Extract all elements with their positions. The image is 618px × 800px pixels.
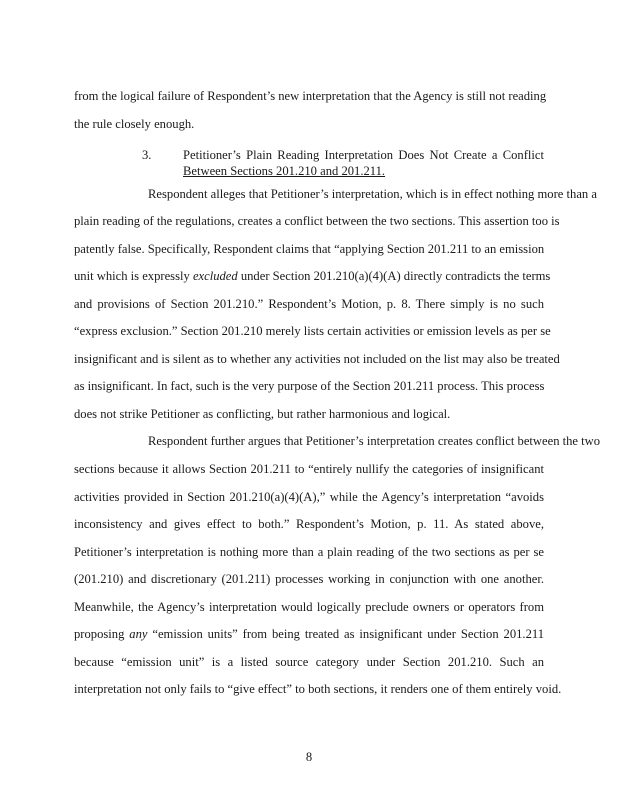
text-line: insignificant and is silent as to whether any activities not included on the list may also be treated (74, 352, 560, 366)
heading-line: Petitioner’s Plain Reading Interpretation Does Not Create a Conflict (183, 148, 544, 162)
text-line: sections because it allows Section 201.211 to “entirely nullify the categories of insignificant (74, 462, 544, 476)
text-line: and provisions of Section 201.210.” Respondent’s Motion, p. 8. There simply is no such (74, 297, 544, 311)
text-line: does not strike Petitioner as conflicting, but rather harmonious and logical. (74, 407, 451, 421)
text-line: Petitioner’s interpretation is nothing more than a plain reading of the two sections as per se (74, 545, 544, 559)
text-run: unit which is expressly (74, 269, 193, 283)
text-line: Respondent alleges that Petitioner’s interpretation, which is in effect nothing more than a (148, 187, 597, 201)
heading-number: 3. (142, 148, 152, 162)
text-line: patently false. Specifically, Respondent claims that “applying Section 201.211 to an emission (74, 242, 545, 256)
text-line: because “emission unit” is a listed source category under Section 201.210. Such an (74, 655, 544, 669)
text-line: the rule closely enough. (74, 117, 195, 131)
heading-line-text: Between Sections 201.210 and 201.211. (183, 164, 386, 178)
text-line: plain reading of the regulations, creates a conflict between the two sections. This assertion too is (74, 214, 560, 228)
emphasis-text: excluded (192, 269, 238, 283)
text-line: Meanwhile, the Agency’s interpretation would logically preclude owners or operators from (74, 600, 544, 614)
text-line: “express exclusion.” Section 201.210 merely lists certain activities or emission levels as per se (74, 324, 551, 338)
text-line: from the logical failure of Respondent’s new interpretation that the Agency is still not reading (74, 89, 547, 103)
heading-line-underlined (183, 163, 544, 179)
text-line: Respondent further argues that Petitioner’s interpretation creates conflict between the two (148, 434, 601, 448)
text-line: (201.210) and discretionary (201.211) processes working in conjunction with one another. (74, 572, 544, 586)
text-run: “emission units” from being treated as insignificant under Section 201.211 (147, 627, 544, 641)
text-line: interpretation not only fails to “give effect” to both sections, it renders one of them entirely void. (74, 682, 562, 696)
text-run: under Section 201.210(a)(4)(A) directly contradicts the terms (237, 269, 551, 283)
emphasis-text: any (129, 627, 148, 641)
text-line: as insignificant. In fact, such is the very purpose of the Section 201.211 process. This process (74, 379, 545, 393)
text-line (74, 626, 544, 642)
page-number: 8 (305, 750, 313, 764)
text-line (74, 268, 551, 284)
text-line: activities provided in Section 201.210(a)(4)(A),” while the Agency’s interpretation “avoids (74, 490, 544, 504)
text-line: inconsistency and gives effect to both.” Respondent’s Motion, p. 11. As stated above, (74, 517, 544, 531)
text-run: proposing (74, 627, 130, 641)
